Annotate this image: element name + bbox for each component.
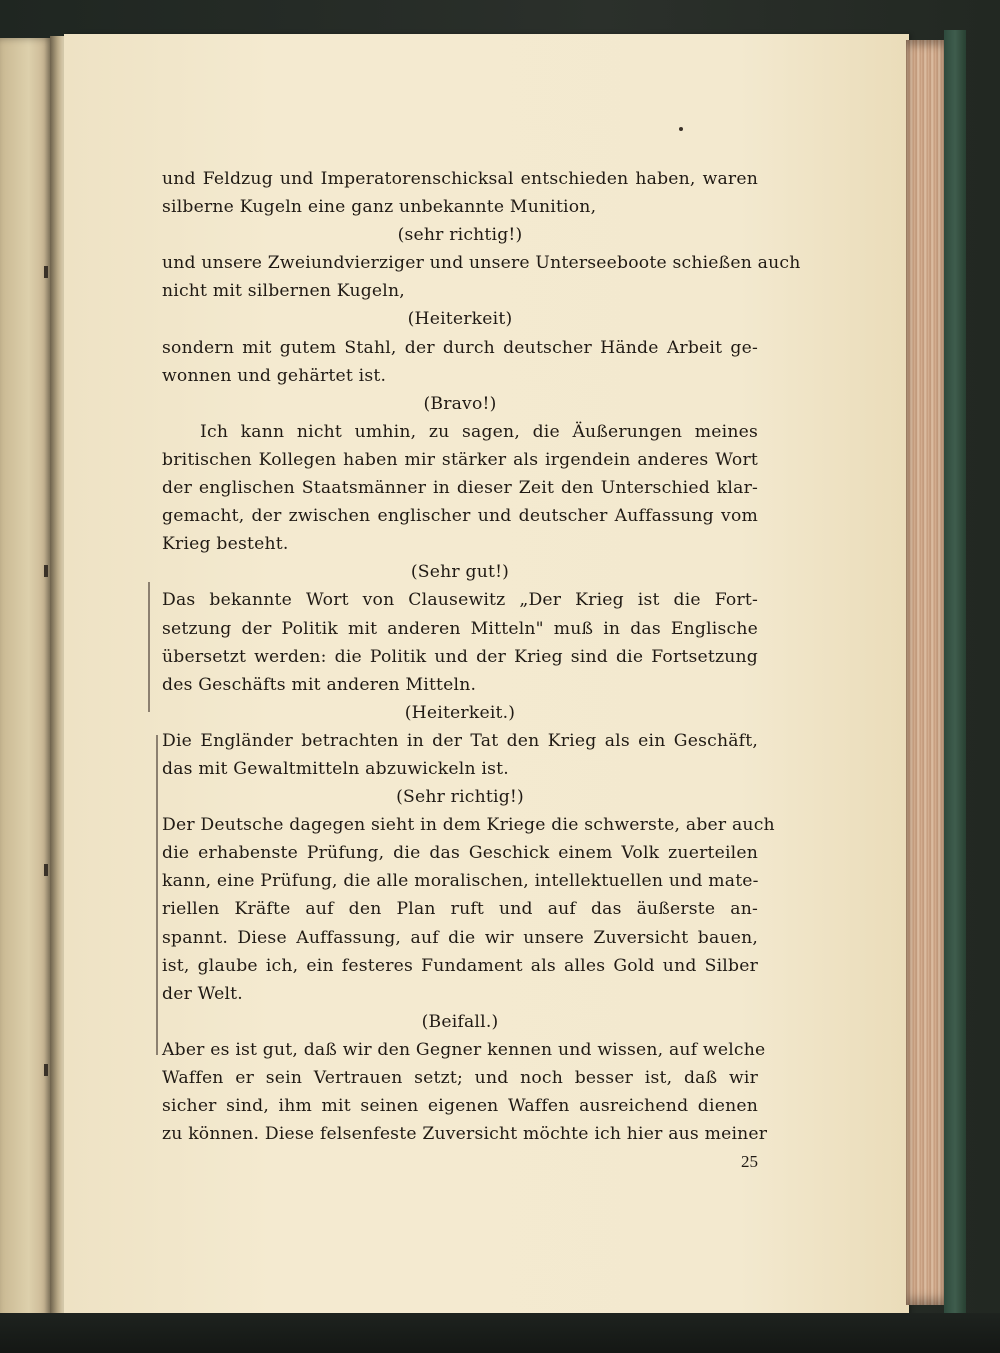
text-line: Die Engländer betrachten in der Tat den Krieg als ein Geschäft, bbox=[162, 730, 758, 751]
text-line: Ich kann nicht umhin, zu sagen, die Äußerungen meines bbox=[200, 421, 758, 442]
left-page-mark bbox=[44, 1064, 48, 1076]
left-page-mark bbox=[44, 266, 48, 278]
text-line: zu können. Diese felsenfeste Zuversicht möchte ich hier aus meiner bbox=[162, 1124, 768, 1145]
text-line: riellen Kräfte auf den Plan ruft und auf das äußerste an- bbox=[162, 899, 758, 920]
margin-pencil-mark bbox=[148, 582, 150, 712]
audience-reaction-line: (Heiterkeit) bbox=[407, 309, 513, 330]
page-number: 25 bbox=[741, 1152, 758, 1171]
text-line: kann, eine Prüfung, die alle moralischen, intellektuellen und mate- bbox=[162, 871, 759, 892]
left-page-mark bbox=[44, 565, 48, 577]
paper-speck bbox=[679, 127, 683, 131]
page-edges bbox=[906, 40, 946, 1305]
text-line: der Welt. bbox=[162, 983, 243, 1004]
audience-reaction-line: (Sehr richtig!) bbox=[396, 787, 524, 808]
text-line: der englischen Staatsmänner in dieser Zeit den Unterschied klar- bbox=[162, 478, 758, 499]
margin-pencil-mark bbox=[156, 735, 158, 1055]
text-line: britischen Kollegen haben mir stärker als irgendein anderes Wort bbox=[162, 449, 758, 470]
audience-reaction-line: (Bravo!) bbox=[423, 393, 497, 414]
text-line: Der Deutsche dagegen sieht in dem Kriege die schwerste, aber auch bbox=[162, 815, 775, 836]
audience-reaction-line: (Sehr gut!) bbox=[410, 562, 510, 583]
text-line: ist, glaube ich, ein festeres Fundament als alles Gold und Silber bbox=[162, 955, 758, 976]
audience-reaction-line: (sehr richtig!) bbox=[397, 225, 523, 246]
text-line: sicher sind, ihm mit seinen eigenen Waffen ausreichend dienen bbox=[162, 1096, 758, 1117]
left-page-mark bbox=[44, 864, 48, 876]
text-line: setzung der Politik mit anderen Mitteln" muß in das Englische bbox=[162, 618, 758, 639]
text-line: das mit Gewaltmitteln abzuwickeln ist. bbox=[162, 758, 509, 779]
text-line: die erhabenste Prüfung, die das Geschick einem Volk zuerteilen bbox=[162, 843, 758, 864]
text-line: übersetzt werden: die Politik und der Krieg sind die Fortsetzung bbox=[162, 646, 758, 667]
text-line: sondern mit gutem Stahl, der durch deutscher Hände Arbeit ge- bbox=[162, 337, 758, 358]
text-line: und Feldzug und Imperatorenschicksal entschieden haben, waren bbox=[162, 169, 758, 189]
page-body-text bbox=[162, 165, 801, 1148]
book-cover-bottom bbox=[0, 1313, 1000, 1353]
text-line: des Geschäfts mit anderen Mitteln. bbox=[162, 674, 477, 695]
text-line: Aber es ist gut, daß wir den Gegner kennen und wissen, auf welche bbox=[162, 1039, 766, 1060]
text-line: nicht mit silbernen Kugeln, bbox=[162, 281, 405, 302]
audience-reaction-line: (Heiterkeit.) bbox=[404, 702, 516, 723]
audience-reaction-line: (Beifall.) bbox=[421, 1011, 499, 1032]
text-line: Waffen er sein Vertrauen setzt; und noch besser ist, daß wir bbox=[162, 1068, 758, 1088]
text-line: und unsere Zweiundvierziger und unsere Unterseeboote schießen auch bbox=[162, 253, 801, 274]
text-line: Krieg besteht. bbox=[162, 534, 289, 555]
book-cover-edge bbox=[944, 30, 966, 1315]
text-line: spannt. Diese Auffassung, auf die wir unsere Zuversicht bauen, bbox=[162, 927, 758, 948]
text-line: wonnen und gehärtet ist. bbox=[162, 365, 387, 386]
text-line: silberne Kugeln eine ganz unbekannte Munition, bbox=[162, 197, 597, 218]
text-line: Das bekannte Wort von Clausewitz „Der Krieg ist die Fort- bbox=[162, 590, 758, 611]
text-line: gemacht, der zwischen englischer und deutscher Auffassung vom bbox=[162, 506, 758, 527]
left-page-edge bbox=[0, 38, 52, 1328]
